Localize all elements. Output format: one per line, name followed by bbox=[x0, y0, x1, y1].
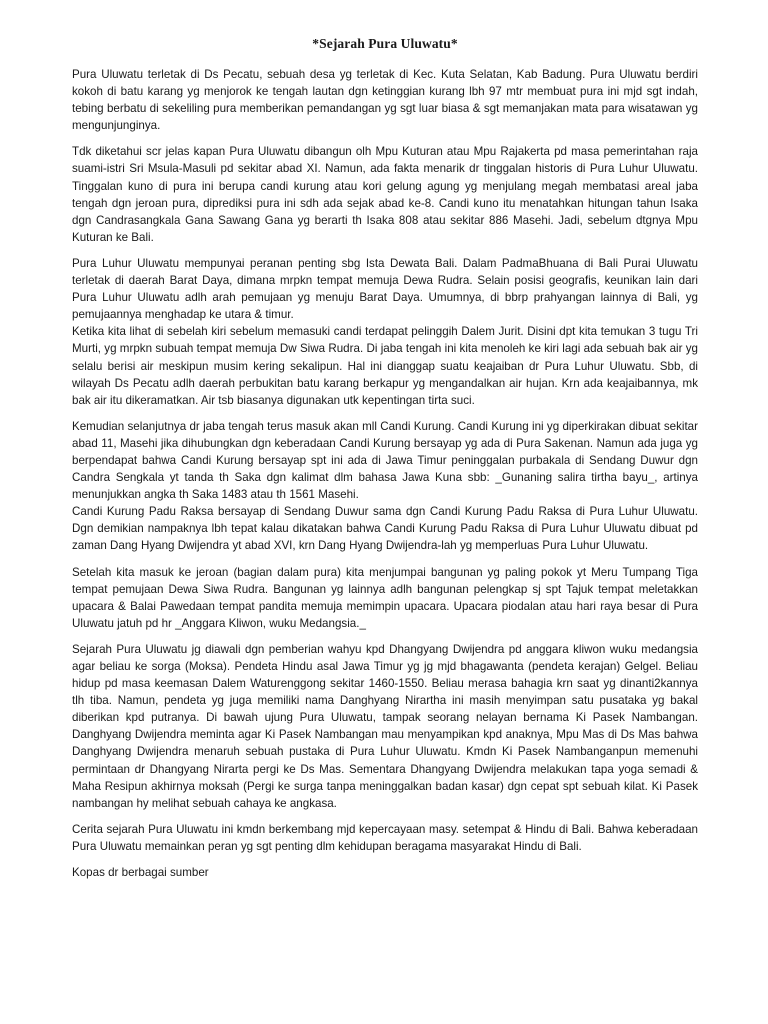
paragraph-role: Pura Luhur Uluwatu mempunyai peranan penting sbg Ista Dewata Bali. Dalam PadmaBhuana di Bali Purai Uluwatu terletak di daerah Barat Daya, dimana mrpkn tempat memuja Dewa Rudra. Selain posisi geografis, keunikan lain dari Pura Luhur Uluwatu adlh arah pemujaan yg menuju Barat Daya. Umumnya, di bbrp prahyangan lainnya di Bali, yg pemujaannya menghadap ke utara & timur. bbox=[72, 256, 698, 322]
paragraph-dwijendra: Sejarah Pura Uluwatu jg diawali dgn pemberian wahyu kpd Dhangyang Dwijendra pd anggara kliwon wuku medangsia agar beliau ke sorga (Moksa). Pendeta Hindu asal Jawa Timur yg jg mjd bhagawanta (pendeta kerajan) Gelgel. Beliau hidup pd masa keemasan Dalem Waturenggong sekitar 1460-1550. Beliau merasa bahagia krn saat yg dinanti2kannya tlh tiba. Namun, pendeta yg juga memiliki nama Danghyang Nirartha ini masih menyimpan satu pusataka yg bakal diberikan kpd putranya. Di bawah ujung Pura Uluwatu, tampak seorang nelayan bernama Ki Pasek Nambangan. Danghyang Dwijendra meminta agar Ki Pasek Nambangan mau menyampikan kpd anaknya, Mpu Mas di Ds Mas bahwa Danghyang Dwijendra menaruh sebuah pustaka di Pura Luhur Uluwatu. Kmdn Ki Pasek Nambanganpun memenuhi permintaan dr Dhangyang Nirarta pergi ke Ds Mas. Sementara Dhangyang Dwijendra melakukan tapa yoga semadi & Maha Resipun akhirnya moksah (Pergi ke surga tanpa meninggalkan badan kasar) dgn cepat spt sebuah kilat. Ki Pasek nambangan hy melihat sebuah cahaya ke angkasa. bbox=[72, 642, 698, 810]
paragraph-jeroan: Setelah kita masuk ke jeroan (bagian dalam pura) kita menjumpai bangunan yg paling pokok yt Meru Tumpang Tiga tempat pemujaan Dewa Siwa Rudra. Bangunan yg lainnya adlh bangunan pelengkap sj spt Tajuk tempat meletakkan upacara & Balai Pawedaan tempat pandita memuja memimpin upacara. Upacara piodalan atau hari raya besar di Pura Uluwatu jatuh pd hr _Anggara Kliwon, wuku Medangsia._ bbox=[72, 565, 698, 630]
paragraph-belief: Cerita sejarah Pura Uluwatu ini kmdn berkembang mjd kepercayaan masy. setempat & Hindu di Bali. Bahwa keberadaan Pura Uluwatu memainkan peran yg sgt penting dlm kehidupan beragama masyarakat Hindu di Bali. bbox=[72, 822, 698, 853]
paragraph-padu-raksa: Candi Kurung Padu Raksa bersayap di Sendang Duwur sama dgn Candi Kurung Padu Raksa di Pura Luhur Uluwatu. Dgn demikian nampaknya lbh tepat kalau dikatakan bahwa Candi Kurung Padu Raksa di Pura Luhur Uluwatu dibuat pd zaman Dang Hyang Dwijendra yt abad XVI, krn Dang Hyang Dwijendra-lah yg memperluas Pura Luhur Uluwatu. bbox=[72, 505, 698, 553]
document-page bbox=[72, 36, 698, 890]
paragraph-source: Kopas dr berbagai sumber bbox=[72, 866, 209, 880]
paragraph-candi-kurung: Kemudian selanjutnya dr jaba tengah terus masuk akan mll Candi Kurung. Candi Kurung ini yg diperkirakan dibuat sekitar abad 11, Masehi jika dihubungkan dgn keberadaan Candi Kurung bersayap yg ada di Pura Sakenan. Namun ada juga yg berpendapat bahwa Candi Kurung bersayap spt ini ada di Jawa Timur peninggalan purbakala di Sendang Duwur dgn Candra Sengkala yt tanda th Saka dgn kalimat dlm bahasa Jawa Kuna sbb: _Gunaning salira tirtha bayu_, artinya menunjukkan angka th Saka 1483 atau th 1561 Masehi. bbox=[72, 419, 698, 502]
paragraph-history: Tdk diketahui scr jelas kapan Pura Uluwatu dibangun olh Mpu Kuturan atau Mpu Rajakerta pd masa pemerintahan raja suami-istri Sri Msula-Masuli pd sekitar abad XI. Namun, ada fakta menarik dr tinggalan historis di Pura Luhur Uluwatu. Tinggalan kuno di pura ini berupa candi kurung atau kori gelung agung yg menjulang megah membatasi areal jaba tengah dgn jeroan pura, diprediksi pura ini sdh ada sejak abad ke-8. Candi kuno itu menatahkan hitungan tahun Isaka dgn Candrasangkala Gana Sawang Gana yg berarti th Isaka 808 atau sekitar 886 Masehi. Jadi, sebelum dtgnya Mpu Kuturan ke Bali. bbox=[72, 145, 698, 244]
document-title: *Sejarah Pura Uluwatu* bbox=[312, 36, 458, 51]
paragraph-location: Pura Uluwatu terletak di Ds Pecatu, sebuah desa yg terletak di Kec. Kuta Selatan, Kab Badung. Pura Uluwatu berdiri kokoh di batu karang yg menjorok ke tengah lautan dgn ketinggian kurang lbh 97 mtr membuat pura ini mjd sgt indah, tebing berbatu di sekeliling pura memberikan pemandangan yg sgt luar biasa & sgt memanjakan mata para wisatawan yg mengunjunginya. bbox=[72, 68, 698, 133]
paragraph-dalem-jurit: Ketika kita lihat di sebelah kiri sebelum memasuki candi terdapat pelinggih Dalem Jurit. Disini dpt kita temukan 3 tugu Tri Murti, yg mrpkn subuah tempat memuja Dw Siwa Rudra. Di jaba tengah ini kita menoleh ke kiri lagi ada sebuah bak air yg selalu berisi air meskipun musim kering sekalipun. Hal ini dianggap suatu keajaiban dr Pura Luhur Uluwatu. Sbb, di wilayah Ds Pecatu adlh daerah perbukitan batu karang berkapur yg mengandalkan air hujan. Krn ada keajaibannya, mk bak air itu dikeramatkan. Air tsb biasanya digunakan utk kepentingan tirta suci. bbox=[72, 325, 698, 407]
